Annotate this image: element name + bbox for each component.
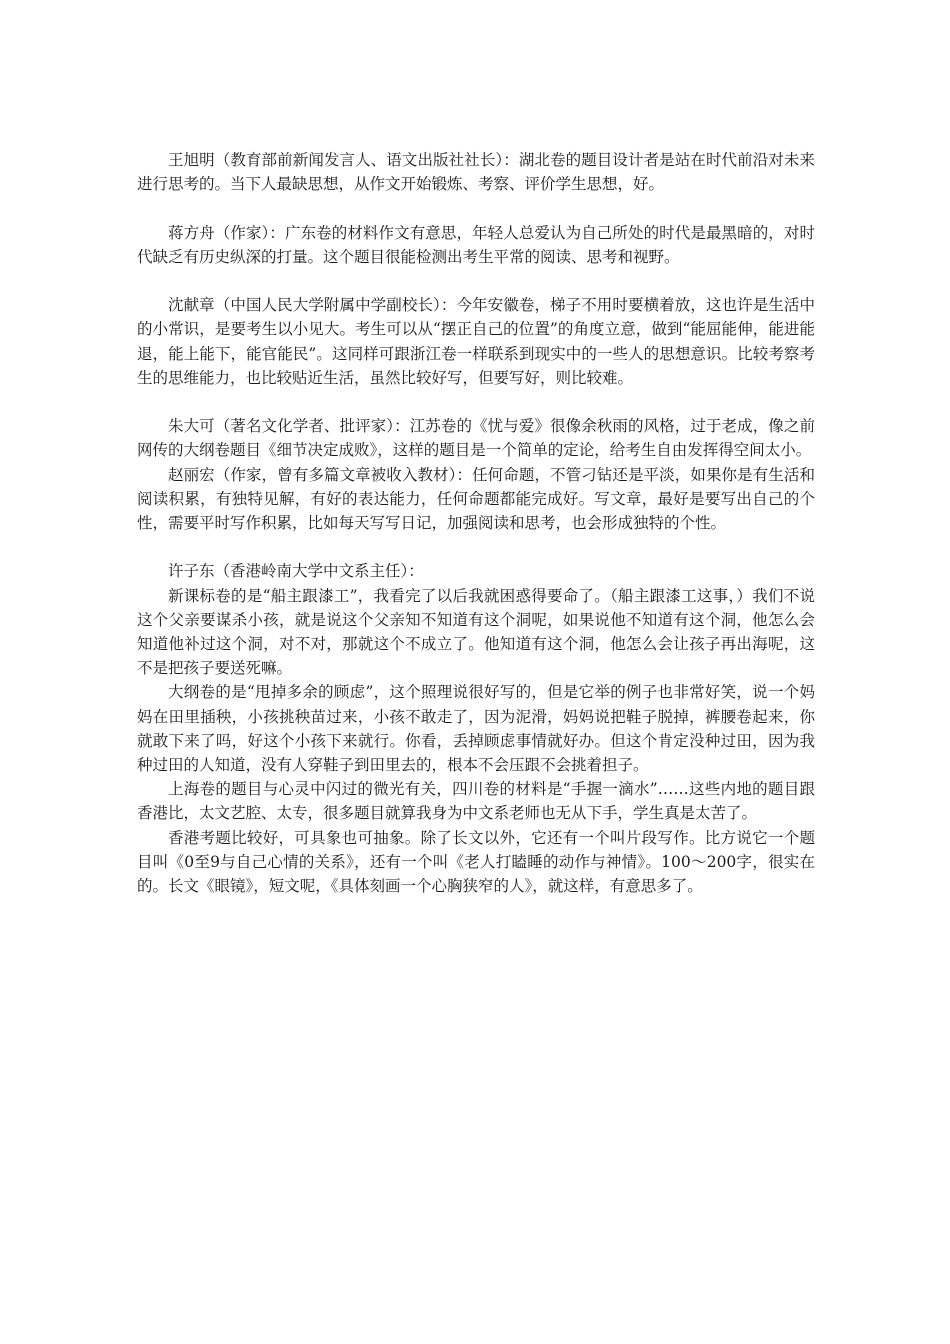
paragraph-xu-zidong-hongkong: 香港考题比较好，可具象也可抽象。除了长文以外，它还有一个叫片段写作。比方说它一个题目叫《0至9与自己心情的关系》，还有一个叫《老人打瞌睡的动作与神情》。100～200字，很实在的。长文《眼镜》，短文呢，《具体刻画一个心胸狭窄的人》，就这样，有意思多了。 (137, 828, 815, 896)
paragraph-xu-zidong-heading: 许子东（香港岭南大学中文系主任）： (168, 562, 424, 581)
paragraph-shen-xianzhang: 沈献章（中国人民大学附属中学副校长）：今年安徽卷，梯子不用时要横着放，这也许是生活中的小常识，是要考生以小见大。考生可以从“摆正自己的位置”的角度立意，做到“能屈能伸，能进能退，能上能下，能官能民”。这同样可跟浙江卷一样联系到现实中的一些人的思想意识。比较考察考生的思维能力，也比较贴近生活，虽然比较好写，但要写好，则比较难。 (137, 296, 815, 387)
paragraph-xu-zidong-dagang: 大纲卷的是“甩掉多余的顾虑”，这个照理说很好写的，但是它举的例子也非常好笑，说一个妈妈在田里插秧，小孩挑秧苗过来，小孩不敢走了，因为泥滑，妈妈说把鞋子脱掉，裤腰卷起来，你就敢下来了吗，好这个小孩下来就行。你看，丢掉顾虑事情就好办。但这个肯定没种过田，因为我种过田的人知道，没有人穿鞋子到田里去的，根本不会压跟不会挑着担子。 (137, 683, 815, 775)
paragraph-jiang-fangzhou: 蒋方舟（作家）：广东卷的材料作文有意思，年轻人总爱认为自己所处的时代是最黑暗的，对时代缺乏有历史纵深的打量。这个题目很能检测出考生平常的阅读、思考和视野。 (137, 223, 815, 266)
paragraph-wang-xuming: 王旭明（教育部前新闻发言人、语文出版社社长）：湖北卷的题目设计者是站在时代前沿对未来进行思考的。当下人最缺思想，从作文开始锻炼、考察、评价学生思想，好。 (137, 151, 815, 194)
paragraph-gap (137, 269, 815, 293)
paragraph-xu-zidong-xinkebiao: 新课标卷的是“船主跟漆工”，我看完了以后我就困惑得要命了。（船主跟漆工这事，）我们不说这个父亲要谋杀小孩，就是说这个父亲知不知道有这个洞呢，如果说他不知道有这个洞，他怎么会知道他补过这个洞，对不对，那就这个不成立了。他知道有这个洞，他怎么会让孩子再出海呢，这不是把孩子要送死嘛。 (137, 586, 815, 678)
paragraph-zhao-lihong: 赵丽宏（作家，曾有多篇文章被收入教材）：任何命题，不管刁钻还是平淡，如果你是有生活和阅读积累，有独特见解，有好的表达能力，任何命题都能完成好。写文章，最好是要写出自己的个性，需要平时写作积累，比如每天写写日记，加强阅读和思考，也会形成独特的个性。 (137, 465, 815, 532)
paragraph-gap (137, 196, 815, 220)
paragraph-gap (137, 535, 815, 559)
paragraph-zhu-dake: 朱大可（著名文化学者、批评家）：江苏卷的《忧与爱》很像余秋雨的风格，过于老成，像之前网传的大纲卷题目《细节决定成败》，这样的题目是一个简单的定论，给考生自由发挥得空间太小。 (137, 417, 815, 460)
article-body (137, 148, 815, 898)
paragraph-gap (137, 390, 815, 414)
paragraph-xu-zidong-shanghai: 上海卷的题目与心灵中闪过的微光有关，四川卷的材料是“手握一滴水”……这些内地的题目跟香港比，太文艺腔、太专，很多题目就算我身为中文系老师也无从下手，学生真是太苦了。 (137, 780, 815, 823)
